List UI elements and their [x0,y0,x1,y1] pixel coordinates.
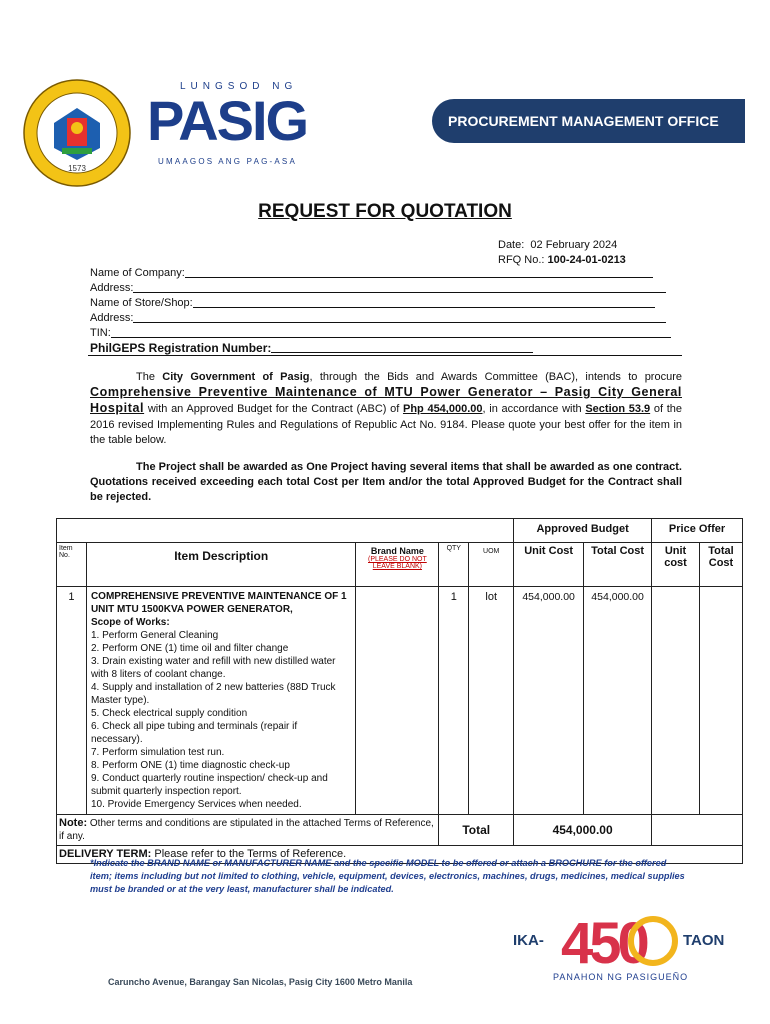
address2-label: Address: [90,312,134,324]
item-no-header: Item No. [57,543,87,587]
address-label: Address: [90,282,134,294]
brand-name-header: Brand Name [370,546,424,556]
address-field[interactable] [133,281,666,293]
page-title: REQUEST FOR QUOTATION [258,201,512,222]
tin-label: TIN: [90,327,111,339]
pasig-city-seal [22,78,132,188]
svg-text:PASIG: PASIG [147,89,308,152]
award-paragraph: The Project shall be awarded as One Project having several items that shall be awarded as one contract. Quotations received exceeding each total Cost per Item and/or the total Approved Budget for the Contract shall be rejected. [90,461,682,504]
offer-total-cost-header: Total Cost [699,543,742,587]
total-label: Total [439,815,514,846]
offer-unit-cost-header: Unit cost [652,543,700,587]
offer-total-cost-cell[interactable] [699,587,742,815]
table-row: 1 COMPREHENSIVE PREVENTIVE MAINTENANCE OF 1 UNIT MTU 1500KVA POWER GENERATOR, Scope of Works: 1. Perform General Cleaning 2. Perform ONE (1) time oil and filter change 3. Drain existing water and refill with new distilled water with 8 liters of coolant change. 4. Supply and installation of 2 new batteries (88D Truck Master type). 5. Check electrical supply condition 6. Check all pipe tubing and terminals (repair if necessary). 7. Perform simulation test run. 8. Perform ONE (1) time diagnostic check-up 9. Conduct quarterly routine inspection/ check-up and submit quarterly inspection report. 10. Provide Emergency Services when needed. 1 lot 454,000.00 454,000.00 [57,587,743,815]
logo-subtitle: UMAAGOS ANG PAG-ASA [158,157,298,166]
quotation-table [56,518,743,864]
delivery-term: DELIVERY TERM: Please refer to the Terms of Reference. [57,846,743,864]
offer-total-cell[interactable] [652,815,743,846]
approved-budget-header: Approved Budget [514,519,652,543]
rfq-meta: Date: 02 February 2024 RFQ No.: 100-24-01-0213 [498,239,626,266]
office-address: Caruncho Avenue, Barangay San Nicolas, Pasig City 1600 Metro Manila [108,977,413,987]
supplier-fields [90,266,671,356]
intro-paragraph: The City Government of Pasig, through the Bids and Awards Committee (BAC), intends to procure Comprehensive Preventive Maintenance of MTU Power Generator – Pasig City General Hospital with an Approved Budget for the Contract (ABC) of Php 454,000.00, in accordance with Section 53.9 of the 2016 revised Implementing Rules and Regulations of Republic Act No. 9184. Please quote your best offer for the item in the table below. [90,371,682,446]
svg-text:TAON: TAON [683,932,725,949]
svg-text:1573: 1573 [68,164,86,173]
svg-text:IKA-: IKA- [513,932,544,949]
divider [88,355,682,356]
total-value: 454,000.00 [514,815,652,846]
pasig-wordmark [147,88,308,152]
address2-field[interactable] [133,311,666,323]
panahon-tagline: PANAHON NG PASIGUEÑO [553,972,689,982]
unit-cost-header: Unit Cost [514,543,584,587]
office-banner: PROCUREMENT MANAGEMENT OFFICE [432,99,745,143]
company-label: Name of Company: [90,267,185,279]
qty-header: QTY [439,543,469,587]
total-cost-header: Total Cost [584,543,652,587]
note-cell: Note: Other terms and conditions are stipulated in the attached Terms of Reference, if any. [57,815,439,846]
uom-header: UOM [469,543,514,587]
offer-unit-cost-cell[interactable] [652,587,700,815]
store-label: Name of Store/Shop: [90,297,193,309]
svg-text:450: 450 [561,911,646,976]
store-field[interactable] [193,296,655,308]
brand-name-note: (PLEASE DO NOT LEAVE BLANK) [368,556,427,570]
item-description: COMPREHENSIVE PREVENTIVE MAINTENANCE OF 1 UNIT MTU 1500KVA POWER GENERATOR, Scope of Works: 1. Perform General Cleaning 2. Perform ONE (1) time oil and filter change 3. Drain existing water and refill with new distilled water with 8 liters of coolant change. 4. Supply and installation of 2 new batteries (88D Truck Master type). 5. Check electrical supply condition 6. Check all pipe tubing and terminals (repair if necessary). 7. Perform simulation test run. 8. Perform ONE (1) time diagnostic check-up 9. Conduct quarterly routine inspection/ check-up and submit quarterly inspection report. 10. Provide Emergency Services when needed. [86,587,356,815]
item-description-header: Item Description [86,543,356,587]
philgeps-field[interactable] [271,341,533,353]
price-offer-header: Price Offer [652,519,743,543]
logo-top-text: LUNGSOD NG [180,81,298,92]
tin-field[interactable] [111,326,671,338]
company-field[interactable] [185,266,653,278]
philgeps-label: PhilGEPS Registration Number: [90,341,272,355]
brand-instruction-note: *Indicate the BRAND NAME or MANUFACTURER NAME and the specific MODEL to be offered or attach a BROCHURE for the offered item; items including but not limited to clothing, vehicle, equipment, devices, electronics, machines, drugs, medicines, medical supplies must be branded or at the very least, manufacturer shall be indicated. [90,858,685,894]
brand-name-cell[interactable] [356,587,439,815]
